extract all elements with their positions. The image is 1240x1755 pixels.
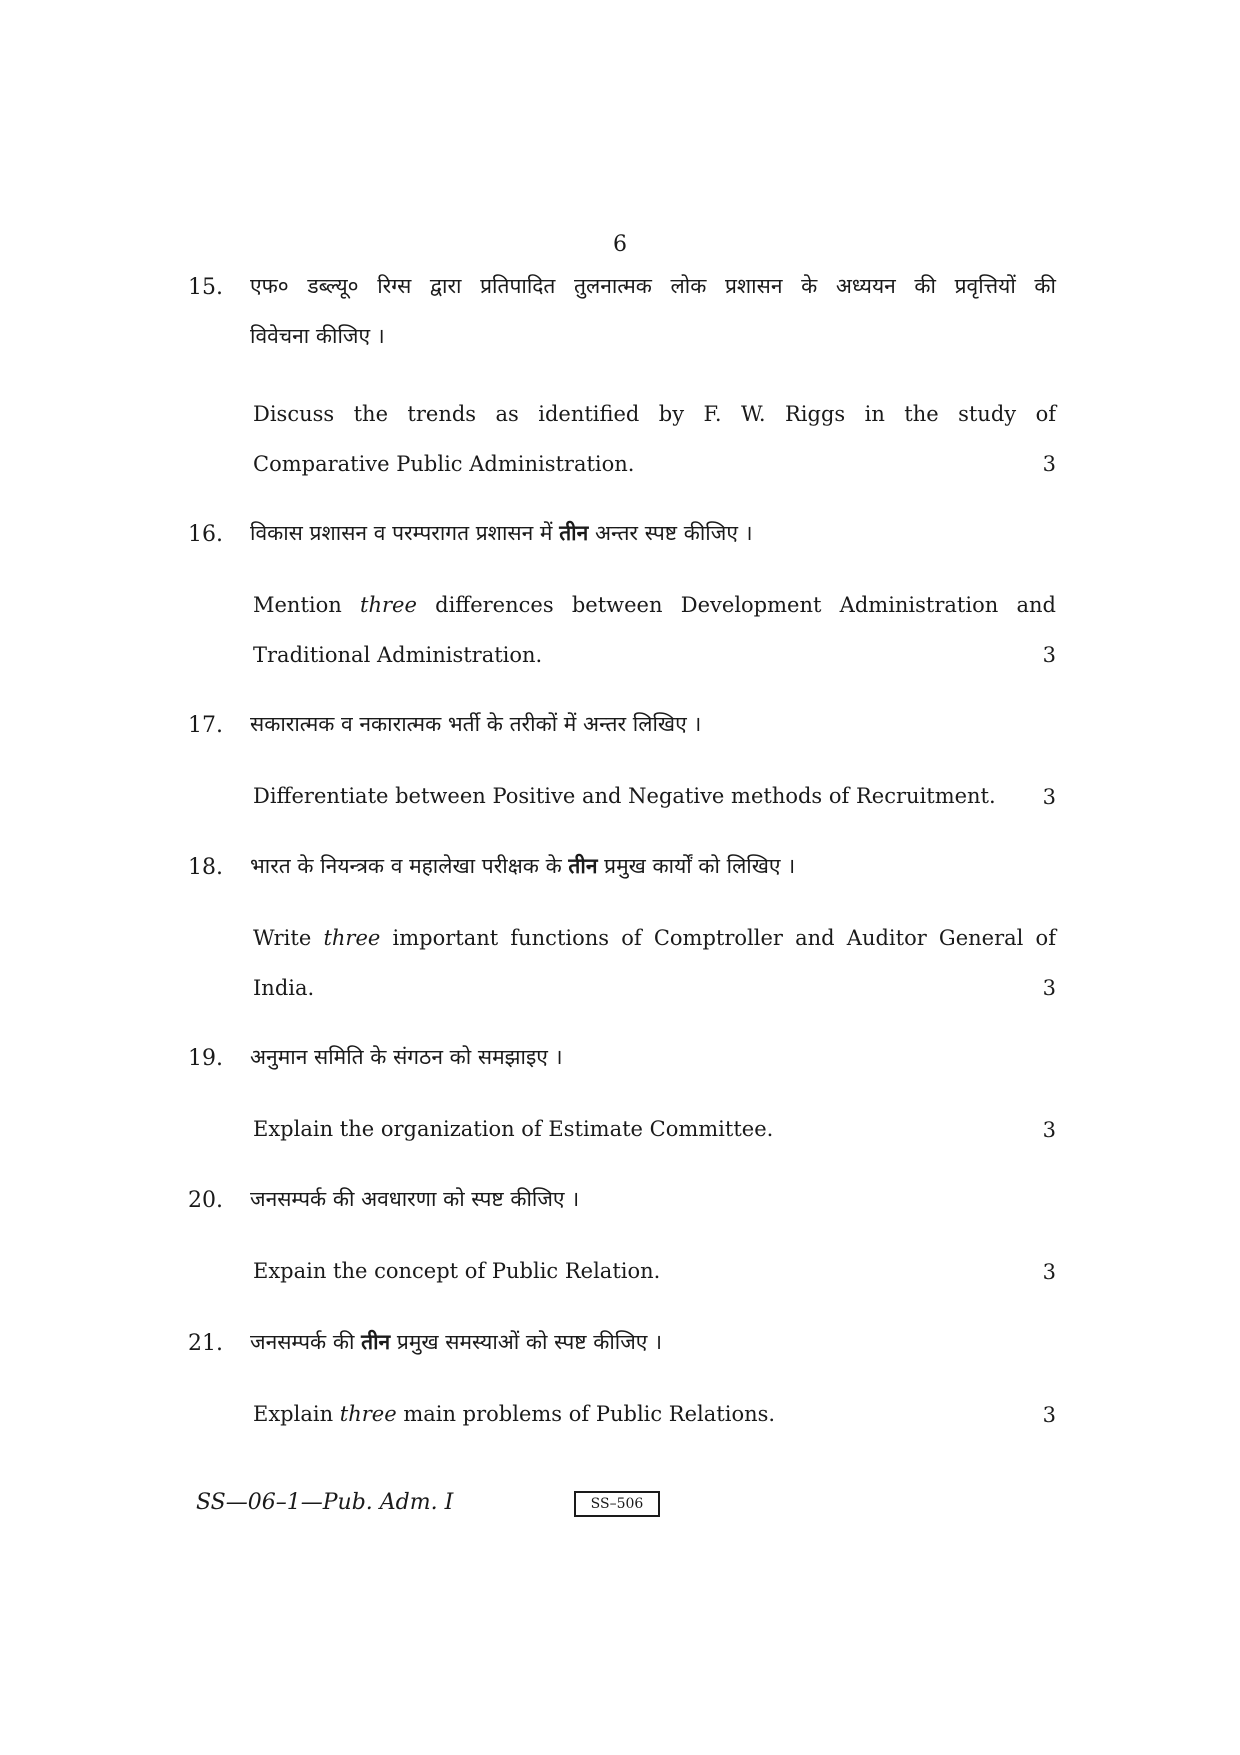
paper-code: SS—06–1—Pub. Adm. I — [196, 1490, 454, 1515]
hindi-bold: तीन — [559, 521, 589, 545]
english-line — [253, 1389, 1056, 1439]
question-english — [253, 771, 1026, 821]
question-number: 18. — [188, 855, 223, 880]
english-line — [253, 913, 1056, 963]
english-line: Discuss the trends as identified by F. W. Riggs in the study of — [253, 402, 1056, 426]
question-hindi: सकारात्मक व नकारात्मक भर्ती के तरीकों में अन्तर लिखिए । — [250, 712, 702, 736]
question-english — [253, 580, 1056, 680]
english-text: important functions of Comptroller and Auditor General of — [392, 926, 1056, 950]
marks: 3 — [1042, 1260, 1056, 1284]
hindi-text: विकास प्रशासन व परम्परागत प्रशासन में — [250, 521, 553, 545]
english-text: Write — [253, 926, 312, 950]
question-number: 20. — [188, 1188, 223, 1213]
question-number: 16. — [188, 522, 223, 547]
question-hindi — [250, 261, 1056, 361]
english-italic: three — [360, 593, 417, 617]
hindi-bold: तीन — [361, 1330, 391, 1354]
english-line: Explain the organization of Estimate Committee. — [253, 1117, 774, 1141]
english-line: India. — [253, 976, 315, 1000]
question-number: 19. — [188, 1046, 223, 1071]
question-english — [253, 913, 1056, 1013]
english-line: Traditional Administration. — [253, 643, 543, 667]
hindi-bold: तीन — [568, 854, 598, 878]
paper-code-box: SS–506 — [574, 1491, 660, 1517]
marks: 3 — [1042, 643, 1056, 667]
hindi-text: भारत के नियन्त्रक व महालेखा परीक्षक के — [250, 854, 562, 878]
marks: 3 — [1042, 452, 1056, 476]
hindi-line: एफ० डब्ल्यू० रिग्स द्वारा प्रतिपादित तुलनात्मक लोक प्रशासन के अध्ययन की प्रवृत्तियों की — [250, 274, 1056, 298]
english-italic: three — [323, 926, 381, 950]
hindi-text: जनसम्पर्क की — [250, 1330, 355, 1354]
marks: 3 — [1042, 1118, 1056, 1142]
question-english — [253, 1246, 1056, 1296]
question-hindi: अनुमान समिति के संगठन को समझाइए । — [250, 1045, 563, 1069]
marks: 3 — [1042, 976, 1056, 1000]
question-hindi — [250, 841, 1056, 891]
question-hindi — [250, 1317, 1056, 1367]
question-number: 15. — [188, 275, 223, 300]
english-line: Expain the concept of Public Relation. — [253, 1259, 661, 1283]
marks: 3 — [1042, 1403, 1056, 1427]
question-hindi — [250, 508, 1056, 558]
english-text: differences between Development Administration and — [435, 593, 1056, 617]
english-line: Comparative Public Administration. — [253, 452, 635, 476]
question-number: 21. — [188, 1331, 223, 1356]
hindi-line: विवेचना कीजिए । — [250, 324, 385, 348]
hindi-text: प्रमुख कार्यों को लिखिए । — [604, 854, 796, 878]
english-text: Explain — [253, 1402, 334, 1426]
hindi-text: अन्तर स्पष्ट कीजिए । — [594, 521, 753, 545]
hindi-text: प्रमुख समस्याओं को स्पष्ट कीजिए । — [396, 1330, 663, 1354]
english-italic: three — [339, 1402, 397, 1426]
question-number: 17. — [188, 713, 223, 738]
question-hindi: जनसम्पर्क की अवधारणा को स्पष्ट कीजिए । — [250, 1187, 580, 1211]
question-english — [253, 1389, 1056, 1439]
english-line: Differentiate between Positive and Negative methods of Recruitment. — [253, 784, 996, 808]
marks: 3 — [1042, 785, 1056, 809]
question-english — [253, 389, 1056, 489]
question-english — [253, 1104, 1056, 1154]
page-number: 6 — [613, 232, 627, 257]
english-text: Mention — [253, 593, 342, 617]
english-text: main problems of Public Relations. — [403, 1402, 776, 1426]
english-line — [253, 580, 1056, 630]
